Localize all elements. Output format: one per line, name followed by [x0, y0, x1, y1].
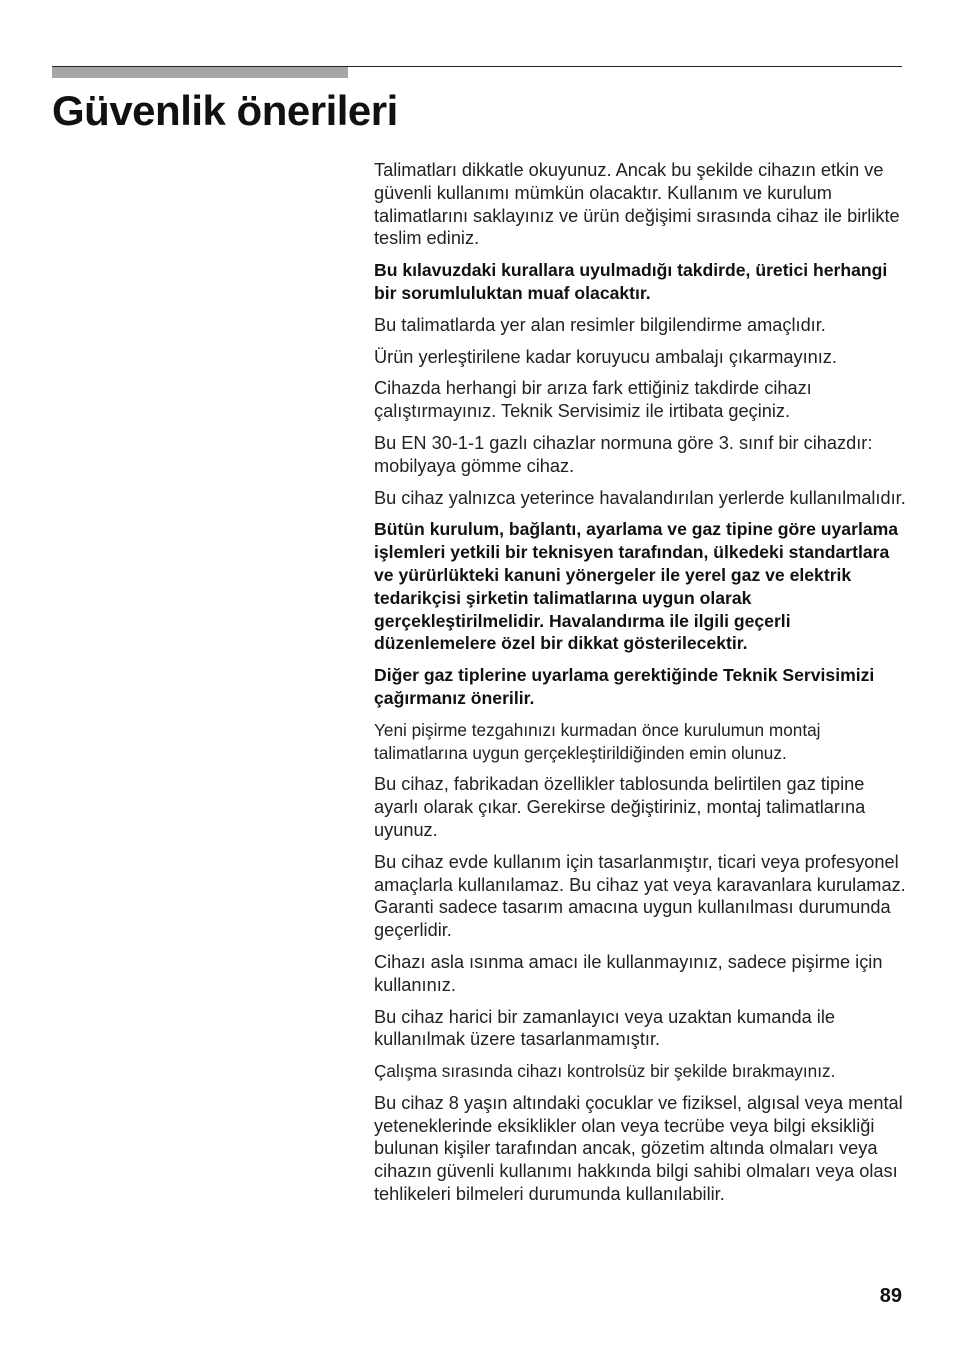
paragraph-no-heating: Cihazı asla ısınma amacı ile kullanmayınız, sadece pişirme için kullanınız.	[374, 951, 883, 995]
paragraph-no-external-timer: Bu cihaz harici bir zamanlayıcı veya uzaktan kumanda ile kullanılmak üzere tasarlanmamıştır.	[374, 1006, 835, 1050]
paragraph-ventilation: Bu cihaz yalnızca yeterince havalandırılan yerlerde kullanılmalıdır.	[374, 487, 906, 508]
header-rule-accent-bar	[52, 67, 348, 78]
paragraph-installation-technician: Bütün kurulum, bağlantı, ayarlama ve gaz tipine göre uyarlama işlemleri yetkili bir teknisyen tarafından, ülkedeki standartlara ve yürürlükteki kanuni yönergeler ile yerel gaz ve elektrik tedarikçisi şirketin talimatlarına uygun olarak gerçekleştirilmelidir. Havalandırma ile ilgili geçerli düzenlemelere özel bir dikkat gösterilecektir.	[374, 519, 899, 654]
paragraph-children-supervision: Bu cihaz 8 yaşın altındaki çocuklar ve fiziksel, algısal veya mental yeteneklerinde eksiklikler olan veya tecrübe veya bilgi eksikliği bulunan kişiler tarafından ancak, gözetim altında olmaları veya cihazın güvenli kullanımı hakkında bilgi sahibi olmaları veya olası tehlikeleri bilmeleri durumunda kullanılabilir.	[374, 1092, 903, 1205]
paragraph-liability-notice: Bu kılavuzdaki kurallara uyulmadığı takdirde, üretici herhangi bir sorumluluktan muaf olacaktır.	[374, 260, 888, 303]
paragraph-appliance-class: Bu EN 30-1-1 gazlı cihazlar normuna göre 3. sınıf bir cihazdır: mobilyaya gömme cihaz.	[374, 432, 873, 476]
paragraph-gas-conversion: Diğer gaz tiplerine uyarlama gerektiğinde Teknik Servisimizi çağırmanız önerilir.	[374, 665, 875, 708]
page-title: Güvenlik önerileri	[52, 87, 398, 134]
paragraph-images-notice: Bu talimatlarda yer alan resimler bilgilendirme amaçlıdır.	[374, 314, 826, 335]
paragraph-protective-packaging: Ürün yerleştirilene kadar koruyucu ambalajı çıkarmayınız.	[374, 346, 837, 367]
paragraph-fault-notice: Cihazda herhangi bir arıza fark ettiğiniz takdirde cihazı çalıştırmayınız. Teknik Servisimiz ile irtibata geçiniz.	[374, 378, 812, 422]
paragraph-unattended-operation: Çalışma sırasında cihazı kontrolsüz bir şekilde bırakmayınız.	[374, 1061, 836, 1082]
page-number: 89	[879, 1285, 902, 1307]
paragraph-read-instructions: Talimatları dikkatle okuyunuz. Ancak bu şekilde cihazın etkin ve güvenli kullanımı mümkün olacaktır. Kullanım ve kurulum talimatlarını saklayınız ve ürün değişimi sırasında cihaz ile birlikte teslim ediniz.	[374, 160, 900, 249]
paragraph-household-use: Bu cihaz evde kullanım için tasarlanmıştır, ticari veya profesyonel amaçlarla kullanılamaz. Bu cihaz yat veya karavanlara kurulamaz. Garanti sadece tasarım amacına uygun kullanılması durumunda geçerlidir.	[374, 851, 906, 941]
paragraph-gas-type-setting: Bu cihaz, fabrikadan özellikler tablosunda belirtilen gaz tipine ayarlı olarak çıkar. Gerekirse değiştiriniz, montaj talimatlarına uyunuz.	[374, 774, 866, 840]
paragraph-installation-check: Yeni pişirme tezgahınızı kurmadan önce kurulumun montaj talimatlarına uygun gerçekleştirildiğinden emin olunuz.	[374, 719, 821, 763]
safety-text-column	[374, 159, 906, 1215]
